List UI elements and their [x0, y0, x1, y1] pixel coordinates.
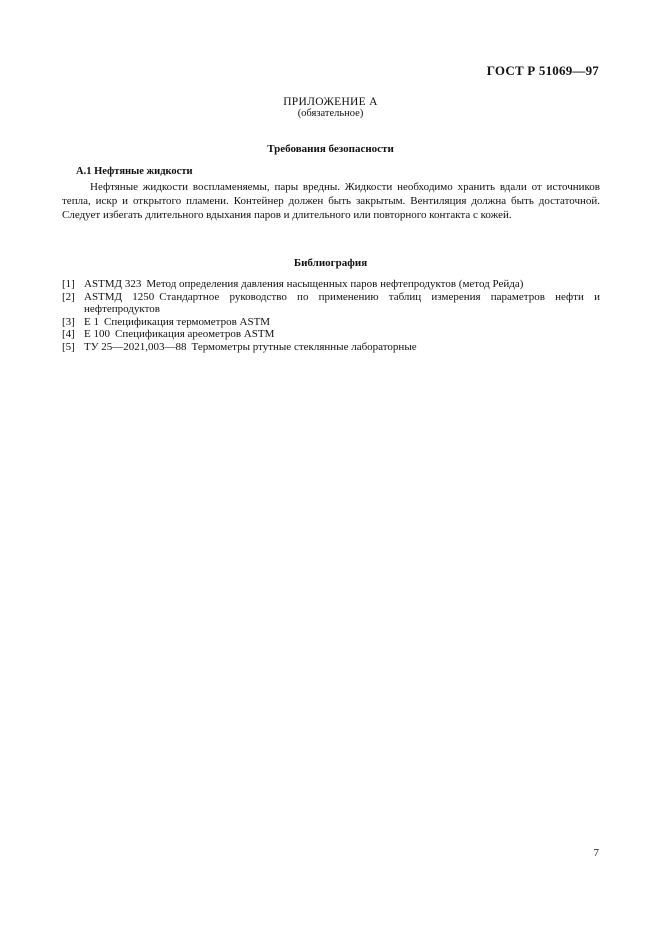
bibliography-item-body	[84, 341, 600, 354]
bibliography-item	[62, 316, 600, 329]
bibliography-item	[62, 328, 600, 341]
appendix-subtitle: (обязательное)	[297, 108, 364, 119]
bibliography-item-number: [2]	[62, 290, 75, 303]
bibliography-item-text: Спецификация ареометров ASTM	[114, 328, 275, 340]
bibliography-item-number: [1]	[62, 278, 75, 290]
bibliography-item-code: ASTMД 323	[84, 278, 142, 290]
bibliography-item-body	[84, 291, 600, 316]
bibliography-item-number: [3]	[62, 315, 75, 328]
bibliography-item-text: Спецификация термометров ASTM	[103, 315, 271, 328]
bibliography-item-number: [4]	[62, 328, 75, 340]
appendix-header	[0, 95, 661, 121]
bibliography-item-text: Термометры ртутные стеклянные лабораторные	[191, 340, 417, 353]
bibliography-item-body	[84, 316, 600, 329]
document-code: ГОСТ Р 51069—97	[486, 63, 599, 78]
subsection-a1	[62, 165, 600, 223]
bibliography-item-code: Е 100	[84, 328, 110, 340]
bibliography-list	[62, 278, 600, 353]
page-number: 7	[593, 847, 599, 859]
bibliography-item-body	[84, 328, 600, 341]
bibliography-item-code: Е 1	[84, 315, 99, 328]
bibliography-item-text: Метод определения давления насыщенных паров нефтепродуктов (метод Рейда)	[146, 278, 524, 290]
appendix-title: ПРИЛОЖЕНИЕ А	[283, 96, 378, 108]
bibliography-item	[62, 291, 600, 316]
safety-requirements-heading: Требования безопасности	[267, 143, 394, 155]
safety-paragraph: Нефтяные жидкости воспламеняемы, пары вредны. Жидкости необходимо хранить вдали от источников тепла, искр и открытого пламени. Контейнер должен быть закрытым. Вентиляция должна быть достаточной. Следует избегать длительного вдыхания паров и длительного или повторного контакта с кожей.	[62, 181, 600, 222]
bibliography-item	[62, 278, 600, 291]
bibliography-item-code: ТУ 25—2021,003—88	[84, 340, 187, 353]
bibliography-item-code: ASTMД 1250	[84, 290, 155, 303]
bibliography-heading: Библиография	[293, 257, 368, 269]
bibliography-item-number: [5]	[62, 340, 75, 353]
bibliography-item	[62, 341, 600, 354]
subsection-title: А.1 Нефтяные жидкости	[76, 166, 193, 177]
bibliography-item-text: Стандартное руководство по применению таблиц измерения параметров нефти и нефтепродуктов	[84, 290, 600, 315]
bibliography-item-body	[84, 278, 600, 291]
